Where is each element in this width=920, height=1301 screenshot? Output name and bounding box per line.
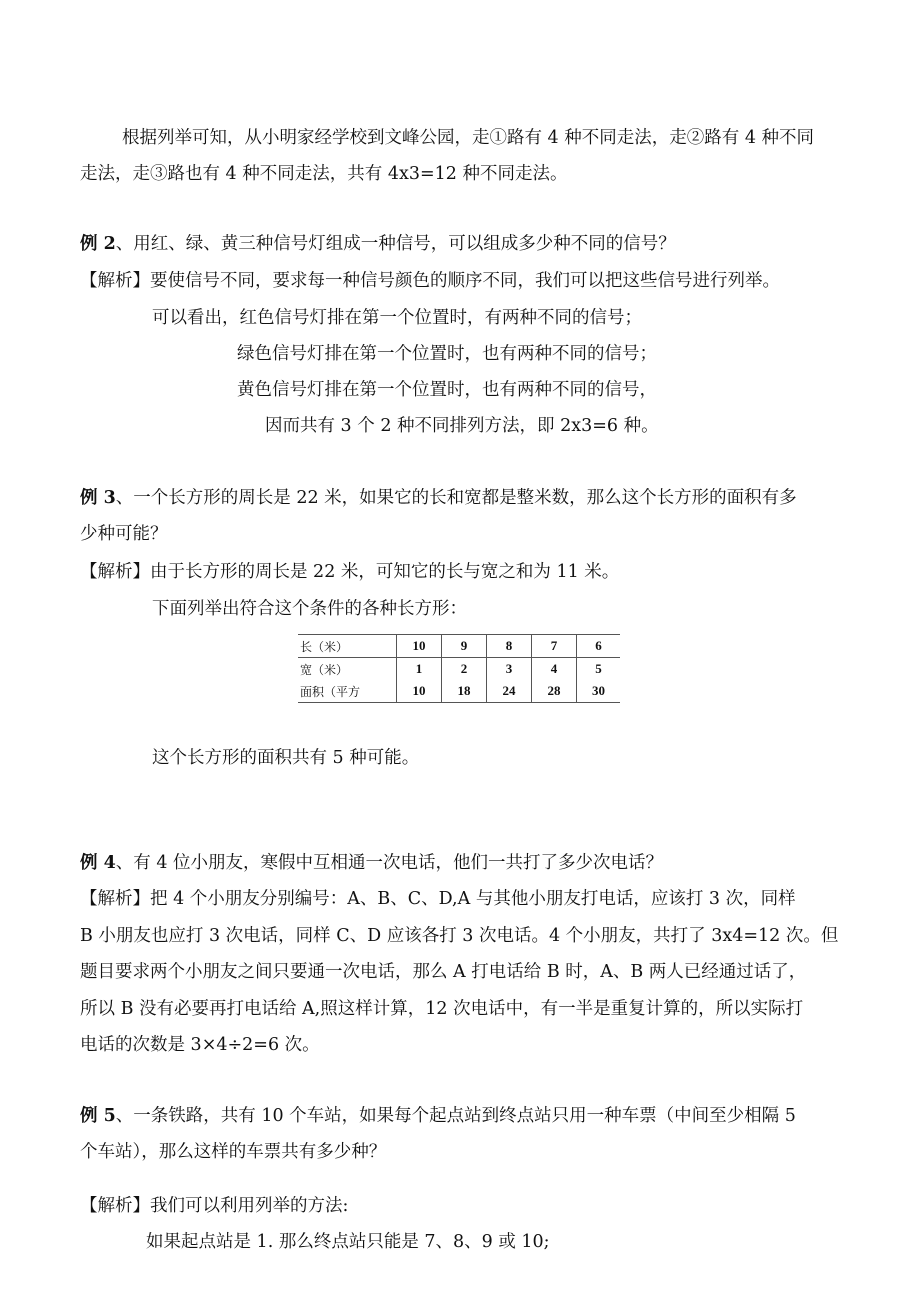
table-cell: 8 [487, 635, 532, 658]
table-cell: 1 [397, 658, 442, 681]
example-5-question-line-2: 个车站），那么这样的车票共有多少种？ [80, 1142, 387, 1162]
table-cell: 7 [532, 635, 577, 658]
table-cell: 10 [397, 635, 442, 658]
example-3-analysis [80, 560, 619, 584]
analysis-text: 要使信号不同，要求每一种信号颜色的顺序不同，我们可以把这些信号进行列举。 [150, 271, 780, 291]
table-cell: 9 [442, 635, 487, 658]
table-cell: 5 [577, 658, 620, 681]
example-3-conclusion: 这个长方形的面积共有 5 种可能。 [152, 748, 420, 768]
analysis-tag: 【解析】 [80, 889, 150, 909]
table-cell: 4 [532, 658, 577, 681]
analysis-text: 我们可以利用列举的方法: [150, 1196, 349, 1216]
table-cell: 30 [577, 680, 620, 703]
analysis-tag: 【解析】 [80, 1196, 150, 1216]
table-row [298, 680, 620, 703]
table-row [298, 658, 620, 681]
example-5-line-1: 如果起点站是 1. 那么终点站只能是 7、8、9 或 10; [146, 1232, 550, 1252]
example-3-table-intro: 下面列举出符合这个条件的各种长方形： [152, 599, 467, 619]
example-2-question-text: 、用红、绿、黄三种信号灯组成一种信号，可以组成多少种不同的信号？ [115, 234, 676, 254]
example-5-analysis [80, 1194, 348, 1218]
example-3-question-line-2: 少种可能？ [80, 524, 168, 544]
example-4-analysis-line-1 [80, 887, 796, 911]
example-4-question-text: 、有 4 位小朋友，寒假中互相通一次电话，他们一共打了多少次电话？ [115, 853, 664, 873]
intro-line-2: 走法，走③路也有 4 种不同走法，共有 4x3=12 种不同走法。 [80, 164, 568, 184]
example-4-label: 例 4 [80, 853, 116, 873]
example-2-line-4: 因而共有 3 个 2 种不同排列方法，即 2x3=6 种。 [265, 416, 659, 436]
example-5-question-line-1 [80, 1104, 796, 1128]
example-2-analysis [80, 269, 780, 293]
row-header: 宽（米） [300, 662, 349, 677]
example-5-question-text: 、一条铁路，共有 10 个车站，如果每个起点站到终点站只用一种车票（中间至少相隔 5 [115, 1106, 796, 1126]
example-2-line-1: 可以看出，红色信号灯排在第一个位置时，有两种不同的信号； [152, 308, 642, 328]
example-2-line-3: 黄色信号灯排在第一个位置时，也有两种不同的信号， [237, 380, 657, 400]
analysis-text: 把 4 个小朋友分别编号：A、B、C、D,A 与其他小朋友打电话，应该打 3 次，同样 [150, 889, 796, 909]
table-cell: 2 [442, 658, 487, 681]
table-cell: 18 [442, 680, 487, 703]
intro-line-1: 根据列举可知，从小明家经学校到文峰公园，走①路有 4 种不同走法，走②路有 4 种不同 [122, 128, 815, 148]
row-header: 面积（平方 [298, 680, 397, 703]
rectangle-table [298, 634, 620, 703]
analysis-tag: 【解析】 [80, 271, 150, 291]
table-cell: 24 [487, 680, 532, 703]
analysis-tag: 【解析】 [80, 562, 150, 582]
table-cell: 6 [577, 635, 620, 658]
example-5-label: 例 5 [80, 1106, 116, 1126]
table-cell: 28 [532, 680, 577, 703]
example-4-analysis-line-5: 电话的次数是 3×4÷2=6 次。 [80, 1035, 320, 1055]
example-3-question-line-1 [80, 486, 797, 510]
example-4-analysis-line-2: B 小朋友也应打 3 次电话，同样 C、D 应该各打 3 次电话。4 个小朋友，共打了 3x4=12 次。但 [80, 926, 839, 946]
example-4-analysis-line-3: 题目要求两个小朋友之间只要通一次电话，那么 A 打电话给 B 时，A、B 两人已经通过话了， [80, 962, 807, 982]
table-row [298, 635, 620, 658]
example-4-analysis-line-4: 所以 B 没有必要再打电话给 A,照这样计算，12 次电话中，有一半是重复计算的，所以实际打 [80, 999, 804, 1019]
example-4-question [80, 851, 663, 875]
example-2-label: 例 2 [80, 234, 116, 254]
example-3-question-text: 、一个长方形的周长是 22 米，如果它的长和宽都是整米数，那么这个长方形的面积有多 [115, 488, 797, 508]
table-cell: 10 [397, 680, 442, 703]
example-2-question [80, 232, 676, 256]
example-3-label: 例 3 [80, 488, 116, 508]
table-cell: 3 [487, 658, 532, 681]
example-2-line-2: 绿色信号灯排在第一个位置时，也有两种不同的信号； [237, 344, 657, 364]
row-header: 长（米） [298, 635, 397, 658]
analysis-text: 由于长方形的周长是 22 米，可知它的长与宽之和为 11 米。 [150, 562, 620, 582]
